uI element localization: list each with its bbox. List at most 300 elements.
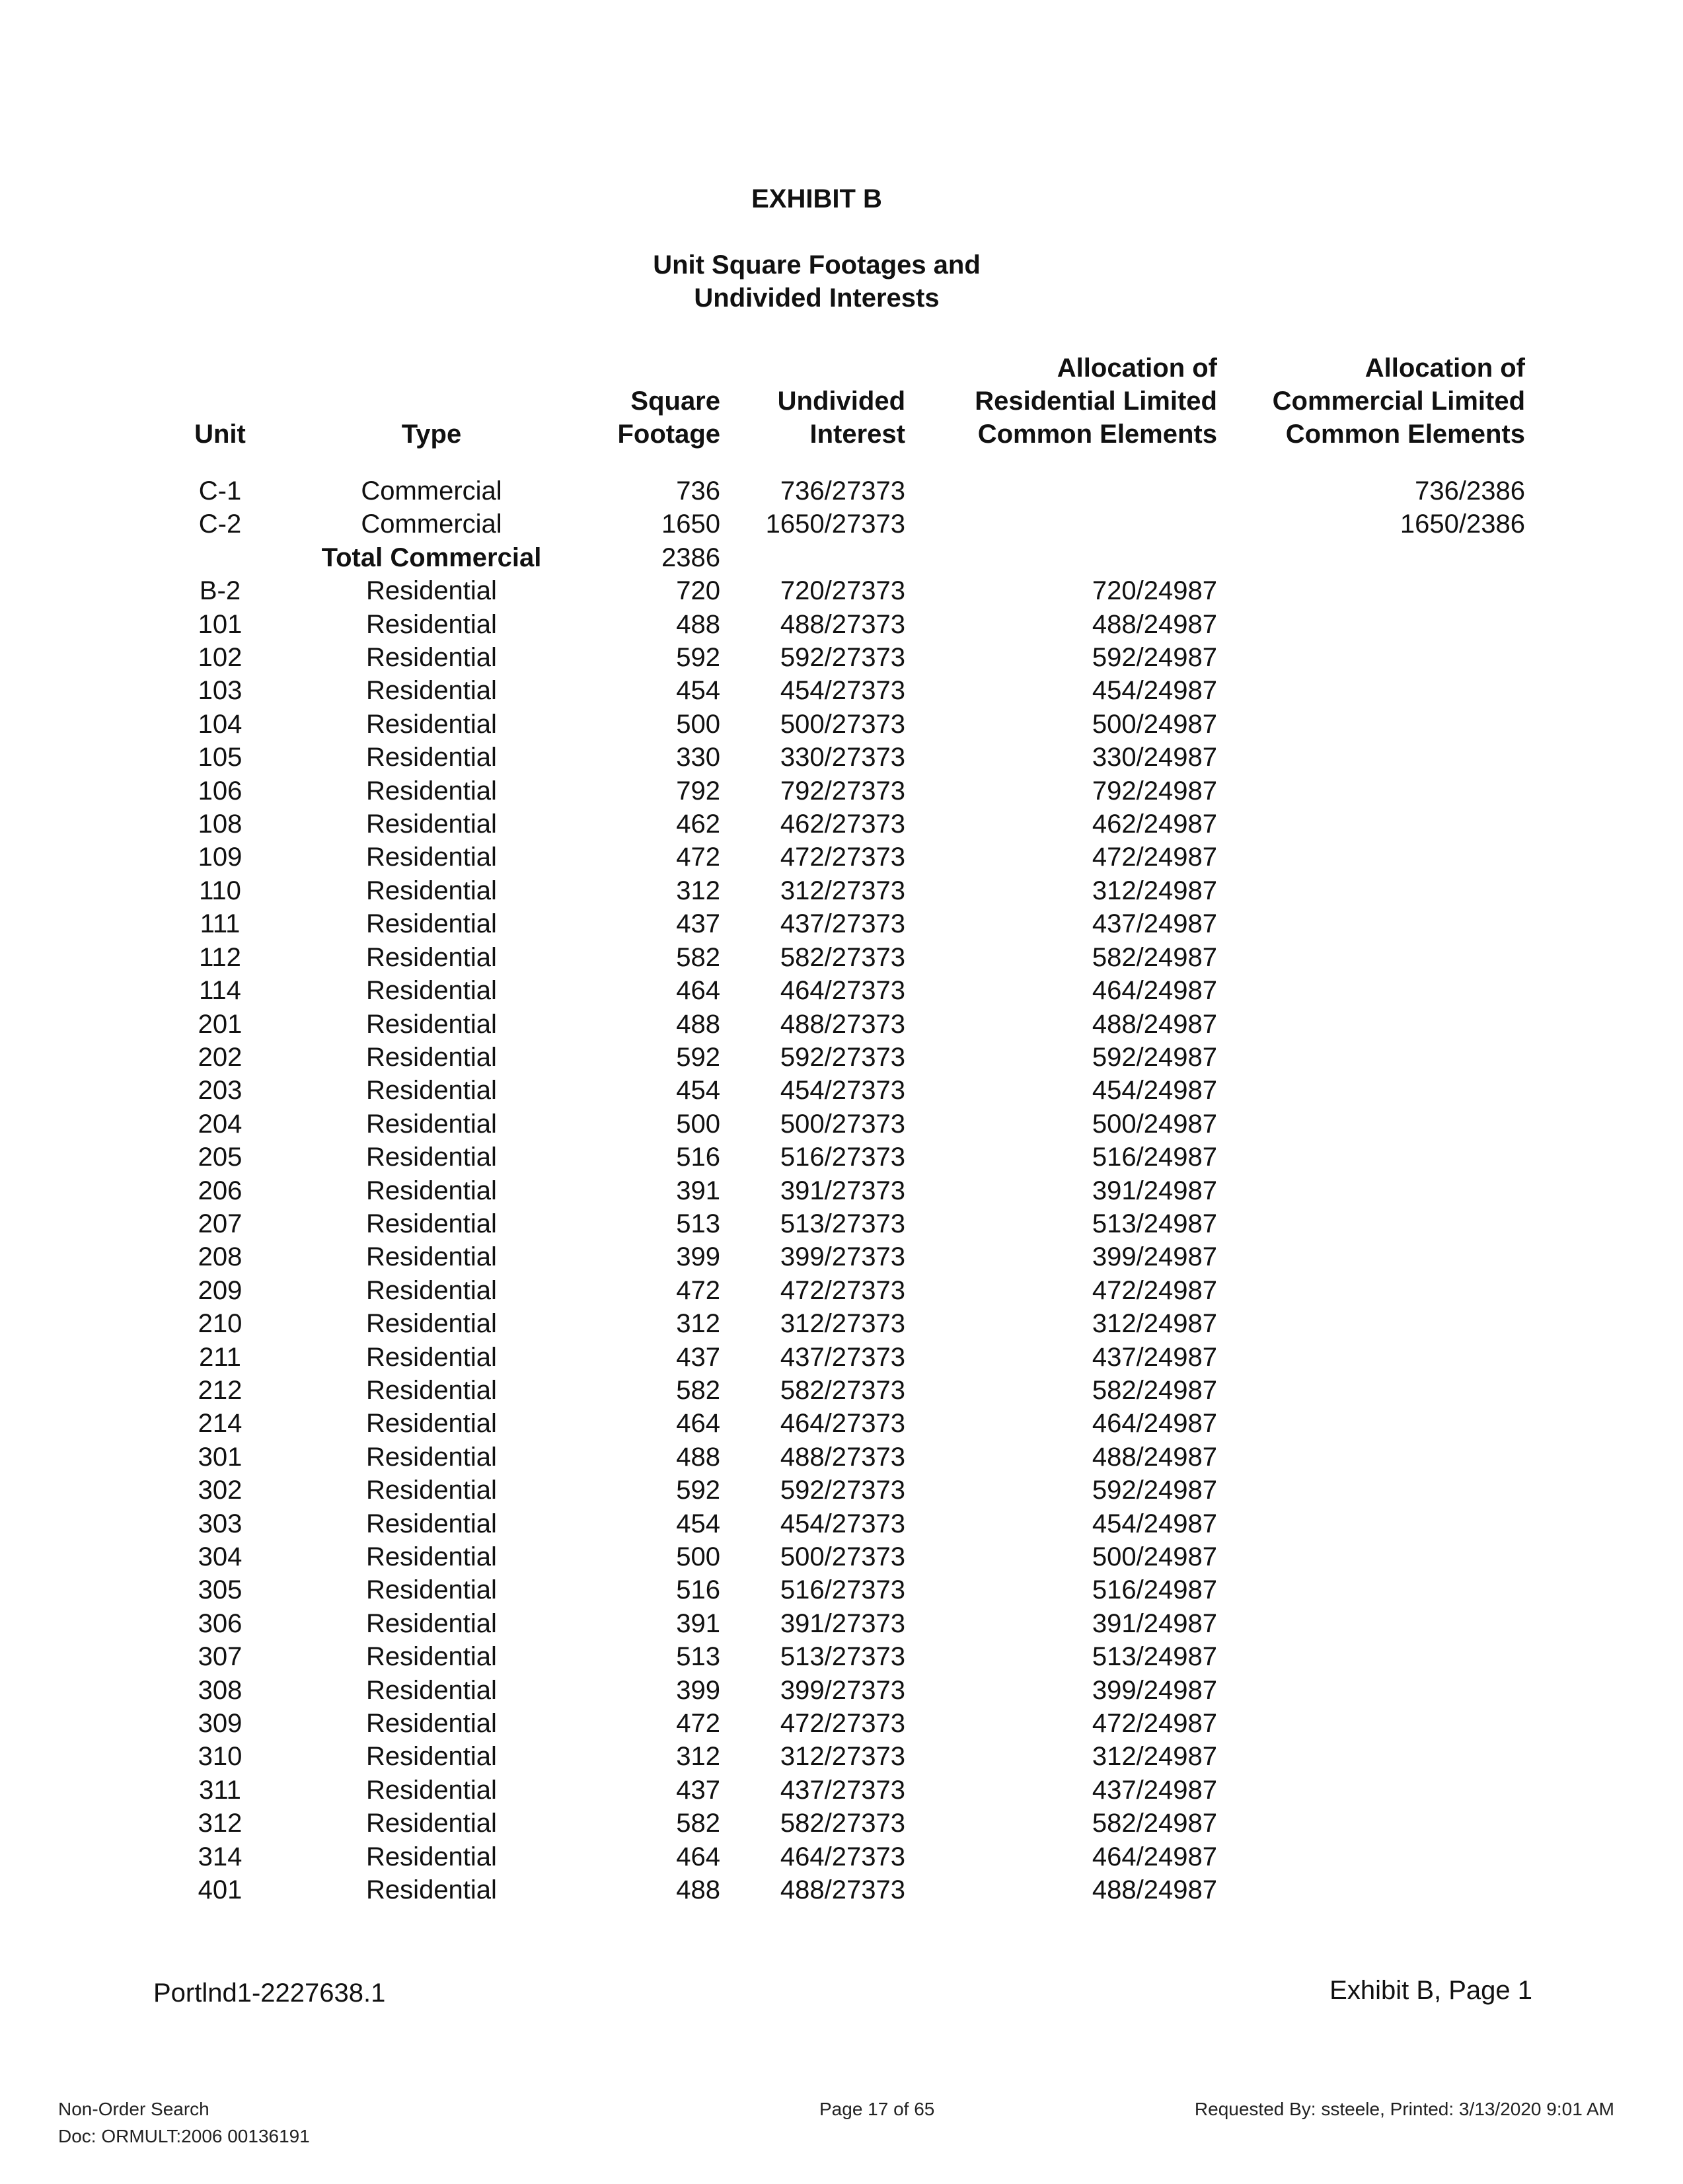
cell-type: Residential — [366, 810, 497, 839]
cell-undivided-interest: 488/27373 — [780, 1009, 905, 1039]
cell-unit: 314 — [198, 1842, 243, 1871]
cell-square-footage: 516 — [676, 1143, 720, 1172]
cell-unit: 109 — [198, 843, 243, 872]
table-row — [144, 641, 1525, 674]
cell-square-footage: 472 — [676, 1709, 720, 1739]
table-row — [144, 474, 1525, 508]
cell-undivided-interest: 472/27373 — [780, 1275, 905, 1305]
cell-type: Residential — [366, 1209, 497, 1238]
cell-unit: 208 — [198, 1242, 243, 1272]
cell-unit: 302 — [198, 1476, 243, 1505]
cell-undivided-interest: 454/27373 — [780, 676, 905, 706]
print-doc-label: Doc: ORMULT:2006 00136191 — [58, 2126, 310, 2146]
cell-type: Residential — [366, 1542, 497, 1571]
cell-type: Residential — [366, 1176, 497, 1205]
cell-commercial-allocation — [1217, 1074, 1525, 1107]
cell-type: Residential — [366, 609, 497, 639]
cell-undivided-interest: 437/27373 — [780, 909, 905, 939]
cell-commercial-allocation — [1217, 1041, 1525, 1074]
print-page-label: Page 17 of 65 — [819, 2099, 935, 2119]
cell-residential-allocation: 437/24987 — [1092, 909, 1217, 939]
cell-undivided-interest: 516/27373 — [780, 1143, 905, 1172]
cell-commercial-allocation — [1217, 1573, 1525, 1606]
cell-commercial-allocation — [1217, 774, 1525, 808]
table-row — [144, 708, 1525, 741]
cell-square-footage: 500 — [676, 1109, 720, 1139]
cell-undivided-interest: 488/27373 — [780, 1875, 905, 1905]
cell-unit: 303 — [198, 1509, 243, 1538]
col-header-type: Type — [401, 420, 462, 449]
cell-residential-allocation: 582/24987 — [1092, 1375, 1217, 1405]
cell-commercial-allocation — [1217, 1807, 1525, 1840]
cell-square-footage: 399 — [676, 1675, 720, 1705]
cell-unit: 102 — [198, 643, 243, 673]
cell-residential-allocation: 488/24987 — [1092, 1442, 1217, 1472]
cell-undivided-interest: 592/27373 — [780, 1476, 905, 1505]
table-row — [144, 841, 1525, 874]
cell-unit — [144, 541, 296, 574]
table-row — [144, 574, 1525, 607]
cell-type: Residential — [366, 1076, 497, 1106]
cell-undivided-interest: 312/27373 — [780, 1742, 905, 1772]
cell-commercial-allocation — [1217, 1607, 1525, 1640]
cell-type: Residential — [366, 1842, 497, 1871]
cell-unit: C-2 — [198, 509, 242, 539]
table-row — [144, 1108, 1525, 1141]
cell-commercial-allocation — [1217, 741, 1525, 774]
cell-square-footage: 592 — [676, 643, 720, 673]
cell-square-footage: 437 — [676, 909, 720, 939]
cell-type: Residential — [366, 1675, 497, 1705]
cell-type: Residential — [366, 1608, 497, 1638]
col-header-residential-allocation: Allocation of Residential Limited Common Elements — [975, 354, 1217, 449]
cell-residential-allocation: 500/24987 — [1092, 1542, 1217, 1571]
cell-type: Commercial — [361, 509, 502, 539]
cell-residential-allocation: 516/24987 — [1092, 1143, 1217, 1172]
cell-type: Residential — [366, 1742, 497, 1772]
table-row — [144, 1840, 1525, 1873]
cell-type: Residential — [366, 1009, 497, 1039]
cell-square-footage: 513 — [676, 1209, 720, 1238]
table-row — [144, 874, 1525, 907]
cell-residential-allocation: 399/24987 — [1092, 1675, 1217, 1705]
document-id: Portlnd1-2227638.1 — [153, 1978, 386, 2008]
cell-commercial-allocation — [1217, 1674, 1525, 1707]
cell-square-footage: 592 — [676, 1476, 720, 1505]
cell-undivided-interest: 1650/27373 — [765, 509, 905, 539]
col-header-square-footage: Square Footage — [617, 387, 720, 449]
cell-commercial-allocation — [1217, 1774, 1525, 1807]
cell-square-footage: 2386 — [661, 543, 720, 572]
cell-undivided-interest: 391/27373 — [780, 1176, 905, 1205]
cell-unit: 308 — [198, 1675, 243, 1705]
cell-residential-allocation: 472/24987 — [1092, 843, 1217, 872]
unit-allocation-table — [144, 344, 1525, 1906]
cell-unit: 103 — [198, 676, 243, 706]
table-row — [144, 941, 1525, 974]
cell-square-footage: 720 — [676, 576, 720, 606]
cell-type: Residential — [366, 976, 497, 1006]
cell-type: Residential — [366, 1409, 497, 1439]
cell-unit: 212 — [198, 1375, 243, 1405]
table-row — [144, 1240, 1525, 1273]
cell-commercial-allocation — [1217, 708, 1525, 741]
table-row — [144, 508, 1525, 541]
cell-unit: 301 — [198, 1442, 243, 1472]
cell-type: Residential — [366, 876, 497, 905]
cell-type: Residential — [366, 643, 497, 673]
cell-commercial-allocation — [1217, 1108, 1525, 1141]
cell-commercial-allocation — [1217, 1407, 1525, 1440]
cell-square-footage: 488 — [676, 1442, 720, 1472]
cell-commercial-allocation — [1217, 907, 1525, 940]
cell-type: Residential — [366, 1575, 497, 1605]
cell-residential-allocation: 592/24987 — [1092, 1042, 1217, 1072]
print-search-label: Non-Order Search — [58, 2099, 209, 2119]
table-row — [144, 1407, 1525, 1440]
cell-unit: B-2 — [199, 576, 241, 606]
cell-residential-allocation: 513/24987 — [1092, 1642, 1217, 1672]
cell-unit: 104 — [198, 709, 243, 739]
cell-residential-allocation: 454/24987 — [1092, 1076, 1217, 1106]
cell-type: Residential — [366, 1509, 497, 1538]
cell-square-footage: 500 — [676, 709, 720, 739]
table-row — [144, 1674, 1525, 1707]
cell-residential-allocation: 330/24987 — [1092, 743, 1217, 772]
cell-type: Commercial — [361, 476, 502, 506]
cell-type: Residential — [366, 1442, 497, 1472]
cell-unit: 214 — [198, 1409, 243, 1439]
cell-undivided-interest: 720/27373 — [780, 576, 905, 606]
cell-commercial-allocation: 736/2386 — [1415, 476, 1525, 506]
cell-type: Residential — [366, 1309, 497, 1339]
table-row — [144, 1640, 1525, 1673]
cell-commercial-allocation — [1217, 1840, 1525, 1873]
cell-unit: 111 — [200, 909, 241, 939]
col-header-unit: Unit — [194, 420, 246, 449]
table-row — [144, 1573, 1525, 1606]
cell-type: Residential — [366, 776, 497, 806]
cell-commercial-allocation — [1217, 1174, 1525, 1207]
cell-type: Residential — [366, 909, 497, 939]
cell-unit: 312 — [198, 1809, 243, 1838]
cell-commercial-allocation — [1217, 1207, 1525, 1240]
cell-square-footage: 582 — [676, 942, 720, 972]
exhibit-title: EXHIBIT B — [751, 184, 882, 213]
cell-square-footage: 437 — [676, 1775, 720, 1805]
cell-undivided-interest: 592/27373 — [780, 1042, 905, 1072]
cell-undivided-interest: 312/27373 — [780, 876, 905, 905]
cell-square-footage: 437 — [676, 1342, 720, 1372]
cell-square-footage: 488 — [676, 1875, 720, 1905]
cell-unit: 307 — [198, 1642, 243, 1672]
cell-residential-allocation: 312/24987 — [1092, 876, 1217, 905]
cell-square-footage: 464 — [676, 976, 720, 1006]
cell-square-footage: 472 — [676, 1275, 720, 1305]
cell-commercial-allocation — [1217, 574, 1525, 607]
cell-type: Residential — [366, 1476, 497, 1505]
cell-square-footage: 464 — [676, 1409, 720, 1439]
table-row — [144, 741, 1525, 774]
table-row — [144, 1074, 1525, 1107]
table-row — [144, 1774, 1525, 1807]
cell-unit: 112 — [199, 942, 241, 972]
table-row — [144, 1174, 1525, 1207]
cell-residential-allocation: 437/24987 — [1092, 1342, 1217, 1372]
cell-undivided-interest: 500/27373 — [780, 709, 905, 739]
table-row — [144, 1540, 1525, 1573]
cell-unit: 114 — [199, 976, 241, 1006]
cell-undivided-interest: 464/27373 — [780, 1409, 905, 1439]
cell-undivided-interest: 792/27373 — [780, 776, 905, 806]
cell-residential-allocation: 488/24987 — [1092, 609, 1217, 639]
table-row — [144, 774, 1525, 808]
cell-commercial-allocation — [1217, 1474, 1525, 1507]
cell-type: Total Commercial — [321, 543, 542, 572]
cell-square-footage: 513 — [676, 1642, 720, 1672]
cell-type: Residential — [366, 1109, 497, 1139]
cell-type: Residential — [366, 1775, 497, 1805]
cell-residential-allocation — [905, 474, 1217, 508]
cell-residential-allocation: 500/24987 — [1092, 1109, 1217, 1139]
cell-unit: 101 — [198, 609, 243, 639]
cell-commercial-allocation — [1217, 1008, 1525, 1041]
cell-undivided-interest: 472/27373 — [780, 843, 905, 872]
table-body — [144, 474, 1525, 1906]
table-row — [144, 1207, 1525, 1240]
cell-unit: 306 — [198, 1608, 243, 1638]
cell-unit: 205 — [198, 1143, 243, 1172]
cell-residential-allocation: 516/24987 — [1092, 1575, 1217, 1605]
col-header-undivided-interest: Undivided Interest — [777, 387, 905, 449]
cell-residential-allocation: 488/24987 — [1092, 1009, 1217, 1039]
cell-residential-allocation: 582/24987 — [1092, 1809, 1217, 1838]
cell-commercial-allocation — [1217, 541, 1525, 574]
cell-type: Residential — [366, 1143, 497, 1172]
cell-undivided-interest: 437/27373 — [780, 1342, 905, 1372]
cell-square-footage: 464 — [676, 1842, 720, 1871]
cell-type: Residential — [366, 1275, 497, 1305]
cell-square-footage: 582 — [676, 1375, 720, 1405]
table-row — [144, 1008, 1525, 1041]
cell-square-footage: 391 — [676, 1608, 720, 1638]
cell-square-footage: 1650 — [661, 509, 720, 539]
cell-undivided-interest: 513/27373 — [780, 1642, 905, 1672]
header-spacer — [144, 451, 1525, 474]
print-requested-label: Requested By: ssteele, Printed: 3/13/2020 9:01 AM — [1194, 2099, 1614, 2119]
cell-square-footage: 736 — [676, 476, 720, 506]
cell-commercial-allocation — [1217, 941, 1525, 974]
table-row — [144, 1707, 1525, 1740]
cell-undivided-interest: 582/27373 — [780, 942, 905, 972]
cell-unit: 106 — [198, 776, 243, 806]
cell-commercial-allocation — [1217, 1274, 1525, 1307]
cell-unit: 401 — [198, 1875, 243, 1905]
cell-commercial-allocation — [1217, 1873, 1525, 1906]
cell-type: Residential — [366, 1342, 497, 1372]
cell-commercial-allocation — [1217, 641, 1525, 674]
cell-unit: 105 — [198, 743, 243, 772]
cell-unit: 203 — [198, 1076, 243, 1106]
cell-commercial-allocation — [1217, 1374, 1525, 1407]
cell-unit: 211 — [199, 1342, 241, 1372]
cell-commercial-allocation — [1217, 1240, 1525, 1273]
cell-unit: 305 — [198, 1575, 243, 1605]
cell-type: Residential — [366, 743, 497, 772]
cell-undivided-interest: 513/27373 — [780, 1209, 905, 1238]
cell-residential-allocation: 582/24987 — [1092, 942, 1217, 972]
cell-commercial-allocation — [1217, 1441, 1525, 1474]
table-row — [144, 1807, 1525, 1840]
cell-type: Residential — [366, 1242, 497, 1272]
cell-undivided-interest: 464/27373 — [780, 976, 905, 1006]
cell-square-footage: 391 — [676, 1176, 720, 1205]
cell-undivided-interest: 736/27373 — [780, 476, 905, 506]
cell-unit: 201 — [198, 1009, 243, 1039]
cell-square-footage: 454 — [676, 1076, 720, 1106]
cell-unit: 202 — [198, 1042, 243, 1072]
table-row — [144, 1507, 1525, 1540]
cell-residential-allocation: 454/24987 — [1092, 1509, 1217, 1538]
table-row — [144, 1274, 1525, 1307]
cell-unit: 210 — [198, 1309, 243, 1339]
cell-unit: 209 — [198, 1275, 243, 1305]
cell-undivided-interest: 454/27373 — [780, 1076, 905, 1106]
cell-undivided-interest: 437/27373 — [780, 1775, 905, 1805]
table-row — [144, 1873, 1525, 1906]
cell-residential-allocation: 312/24987 — [1092, 1742, 1217, 1772]
cell-residential-allocation — [905, 541, 1217, 574]
table-row — [144, 907, 1525, 940]
cell-type: Residential — [366, 942, 497, 972]
cell-undivided-interest: 399/27373 — [780, 1675, 905, 1705]
cell-commercial-allocation — [1217, 608, 1525, 641]
document-subtitle — [0, 248, 1633, 315]
cell-residential-allocation — [905, 508, 1217, 541]
cell-commercial-allocation — [1217, 841, 1525, 874]
cell-commercial-allocation: 1650/2386 — [1400, 509, 1525, 539]
cell-square-footage: 312 — [676, 876, 720, 905]
subtitle-line-1: Unit Square Footages and — [653, 250, 981, 280]
cell-square-footage: 582 — [676, 1809, 720, 1838]
table-row — [144, 1607, 1525, 1640]
cell-unit: 304 — [198, 1542, 243, 1571]
subtitle-line-2: Undivided Interests — [694, 283, 940, 313]
cell-square-footage: 592 — [676, 1042, 720, 1072]
cell-residential-allocation: 488/24987 — [1092, 1875, 1217, 1905]
table-row — [144, 1374, 1525, 1407]
cell-unit: C-1 — [198, 476, 242, 506]
cell-unit: 311 — [199, 1775, 241, 1805]
cell-undivided-interest: 500/27373 — [780, 1542, 905, 1571]
cell-undivided-interest: 488/27373 — [780, 609, 905, 639]
cell-undivided-interest: 454/27373 — [780, 1509, 905, 1538]
table-row — [144, 1474, 1525, 1507]
col-header-commercial-allocation: Allocation of Commercial Limited Common Elements — [1272, 354, 1525, 449]
cell-unit: 310 — [198, 1742, 243, 1772]
cell-residential-allocation: 500/24987 — [1092, 709, 1217, 739]
cell-square-footage: 792 — [676, 776, 720, 806]
cell-residential-allocation: 513/24987 — [1092, 1209, 1217, 1238]
cell-undivided-interest — [720, 541, 905, 574]
cell-unit: 206 — [198, 1176, 243, 1205]
cell-type: Residential — [366, 709, 497, 739]
exhibit-page-label: Exhibit B, Page 1 — [1329, 1976, 1532, 2005]
cell-commercial-allocation — [1217, 674, 1525, 707]
cell-undivided-interest: 399/27373 — [780, 1242, 905, 1272]
table-header-row — [144, 344, 1525, 451]
table-row — [144, 808, 1525, 841]
cell-square-footage: 312 — [676, 1742, 720, 1772]
table-row — [144, 974, 1525, 1007]
cell-undivided-interest: 488/27373 — [780, 1442, 905, 1472]
cell-unit: 110 — [199, 876, 241, 905]
cell-square-footage: 312 — [676, 1309, 720, 1339]
table-row — [144, 1041, 1525, 1074]
cell-residential-allocation: 399/24987 — [1092, 1242, 1217, 1272]
cell-undivided-interest: 464/27373 — [780, 1842, 905, 1871]
cell-undivided-interest: 462/27373 — [780, 810, 905, 839]
cell-commercial-allocation — [1217, 1307, 1525, 1340]
cell-undivided-interest: 472/27373 — [780, 1709, 905, 1739]
cell-type: Residential — [366, 1042, 497, 1072]
cell-type: Residential — [366, 1642, 497, 1672]
cell-commercial-allocation — [1217, 874, 1525, 907]
cell-unit: 309 — [198, 1709, 243, 1739]
cell-type: Residential — [366, 1375, 497, 1405]
cell-undivided-interest: 330/27373 — [780, 743, 905, 772]
cell-undivided-interest: 592/27373 — [780, 643, 905, 673]
cell-undivided-interest: 500/27373 — [780, 1109, 905, 1139]
cell-commercial-allocation — [1217, 974, 1525, 1007]
cell-residential-allocation: 792/24987 — [1092, 776, 1217, 806]
cell-square-footage: 330 — [676, 743, 720, 772]
cell-residential-allocation: 592/24987 — [1092, 1476, 1217, 1505]
cell-type: Residential — [366, 1875, 497, 1905]
cell-square-footage: 488 — [676, 609, 720, 639]
cell-undivided-interest: 582/27373 — [780, 1809, 905, 1838]
cell-residential-allocation: 720/24987 — [1092, 576, 1217, 606]
table-row — [144, 674, 1525, 707]
cell-unit: 207 — [198, 1209, 243, 1238]
cell-square-footage: 454 — [676, 1509, 720, 1538]
cell-undivided-interest: 516/27373 — [780, 1575, 905, 1605]
cell-commercial-allocation — [1217, 1341, 1525, 1374]
cell-unit: 204 — [198, 1109, 243, 1139]
cell-residential-allocation: 464/24987 — [1092, 1409, 1217, 1439]
table-row — [144, 1740, 1525, 1773]
table-row — [144, 608, 1525, 641]
cell-residential-allocation: 462/24987 — [1092, 810, 1217, 839]
cell-residential-allocation: 391/24987 — [1092, 1608, 1217, 1638]
cell-residential-allocation: 312/24987 — [1092, 1309, 1217, 1339]
cell-commercial-allocation — [1217, 1141, 1525, 1174]
cell-commercial-allocation — [1217, 808, 1525, 841]
cell-residential-allocation: 472/24987 — [1092, 1709, 1217, 1739]
cell-square-footage: 500 — [676, 1542, 720, 1571]
cell-residential-allocation: 454/24987 — [1092, 676, 1217, 706]
cell-square-footage: 462 — [676, 810, 720, 839]
cell-residential-allocation: 391/24987 — [1092, 1176, 1217, 1205]
cell-square-footage: 488 — [676, 1009, 720, 1039]
cell-commercial-allocation — [1217, 1540, 1525, 1573]
cell-square-footage: 399 — [676, 1242, 720, 1272]
cell-unit: 108 — [198, 810, 243, 839]
cell-commercial-allocation — [1217, 1707, 1525, 1740]
table-row — [144, 1141, 1525, 1174]
cell-commercial-allocation — [1217, 1640, 1525, 1673]
cell-square-footage: 472 — [676, 843, 720, 872]
